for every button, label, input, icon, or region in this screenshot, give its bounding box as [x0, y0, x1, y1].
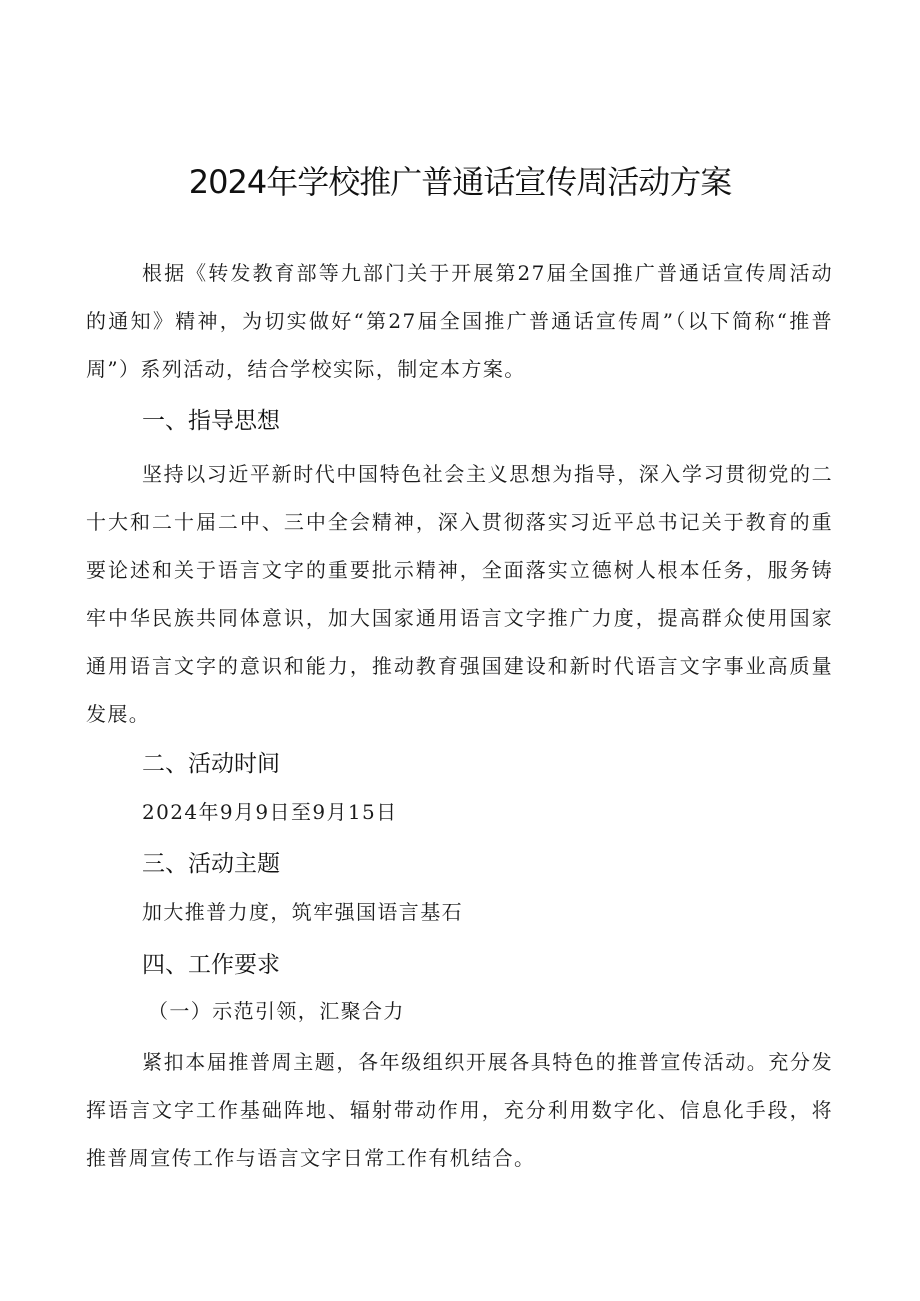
document-title: 2024年学校推广普通话宣传周活动方案	[188, 163, 732, 201]
section-body-activity-theme: 加大推普力度，筑牢强国语言基石	[142, 900, 463, 924]
section-heading-activity-theme: 三、活动主题	[142, 851, 280, 877]
section-body-activity-time: 2024年9月9日至9月15日	[142, 800, 398, 824]
subsection-heading-demonstration: （一）示范引领，汇聚合力	[148, 999, 405, 1023]
section-heading-activity-time: 二、活动时间	[142, 751, 280, 777]
section-body-work-requirements: 紧扣本届推普周主题，各年级组织开展各具特色的推普宣传活动。充分发挥语言文字工作基础阵地、辐射带动作用，充分利用数字化、信息化手段，将推普周宣传工作与语言文字日常工作有机结合。	[86, 1050, 833, 1170]
section-body-guiding-ideology: 坚持以习近平新时代中国特色社会主义思想为指导，深入学习贯彻党的二十大和二十届二中、三中全会精神，深入贯彻落实习近平总书记关于教育的重要论述和关于语言文字的重要批示精神，全面落实立德树人根本任务，服务铸牢中华民族共同体意识，加大国家通用语言文字推广力度，提高群众使用国家通用语言文字的意识和能力，推动教育强国建设和新时代语言文字事业高质量发展。	[86, 462, 833, 726]
section-heading-work-requirements: 四、工作要求	[142, 952, 280, 978]
section-heading-guiding-ideology: 一、指导思想	[142, 408, 280, 434]
intro-paragraph: 根据《转发教育部等九部门关于开展第27届全国推广普通话宣传周活动的通知》精神，为切实做好“第27届全国推广普通话宣传周”（以下简称“推普周”）系列活动，结合学校实际，制定本方案。	[86, 261, 833, 381]
